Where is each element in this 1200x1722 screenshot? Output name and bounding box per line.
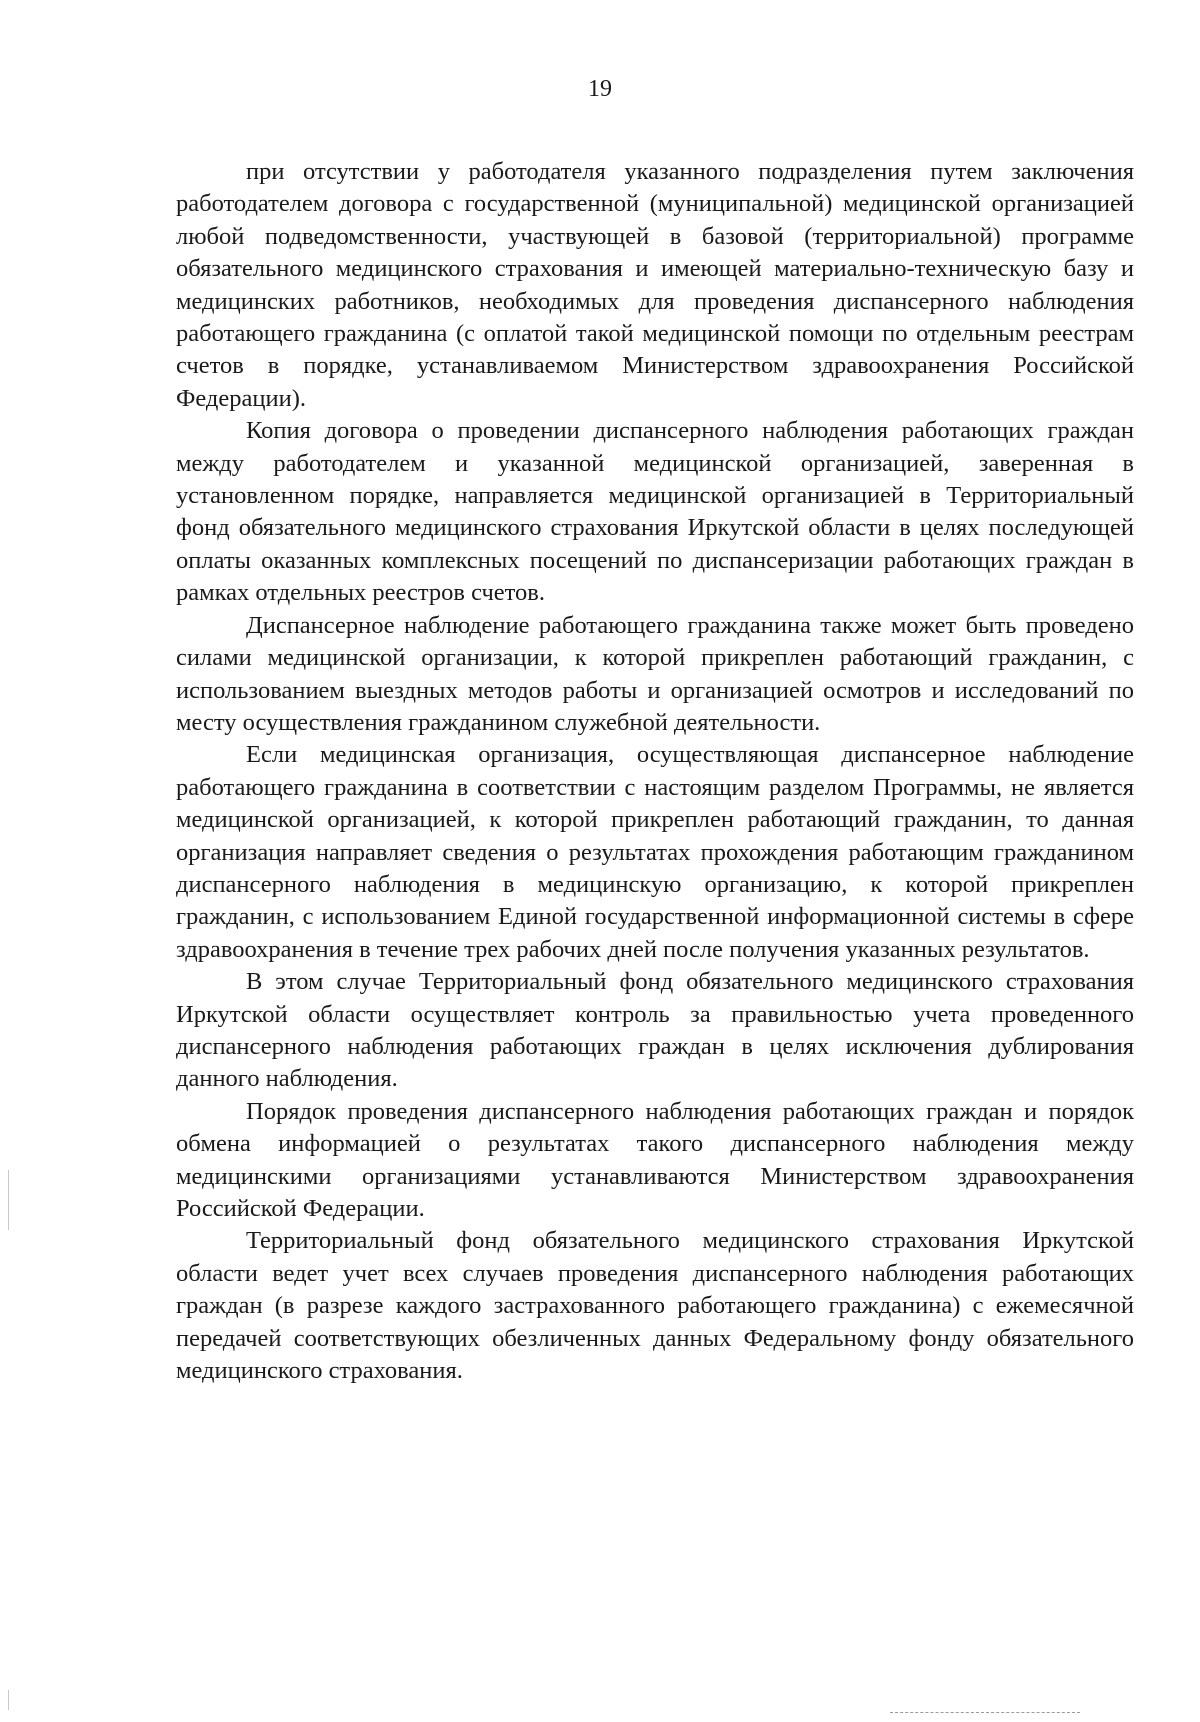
scan-artifact	[890, 1712, 1080, 1716]
page-number: 19	[588, 76, 612, 102]
paragraph-1: при отсутствии у работодателя указанного подразделения путем заключения работодателем договора с государственной (муниципальной) медицинской организацией любой подведомственности, участвующей в базовой (территориальной) программе обязательного медицинского страхования и имеющей материально-техническую базу и медицинских работников, необходимых для проведения диспансерного наблюдения работающего гражданина (с оплатой такой медицинской помощи по отдельным реестрам счетов в порядке, устанавливаемом Министерством здравоохранения Российской Федерации).	[176, 158, 1134, 412]
paragraph-5: В этом случае Территориальный фонд обязательного медицинского страхования Иркутской области осуществляет контроль за правильностью учета проведенного диспансерного наблюдения работающих граждан в целях исключения дублирования данного наблюдения.	[176, 968, 1134, 1093]
scan-edge-mark-bottom	[8, 1690, 9, 1710]
paragraph-6: Порядок проведения диспансерного наблюдения работающих граждан и порядок обмена информацией о результатах такого диспансерного наблюдения между медицинскими организациями устанавливаются Министерством здравоохранения Российской Федерации.	[176, 1097, 1134, 1222]
paragraph-2: Копия договора о проведении диспансерного наблюдения работающих граждан между работодателем и указанной медицинской организацией, заверенная в установленном порядке, направляется медицинской организацией в Территориальный фонд обязательного медицинского страхования Иркутской области в целях последующей оплаты оказанных комплексных посещений по диспансеризации работающих граждан в рамках отдельных реестров счетов.	[176, 417, 1134, 607]
scan-edge-mark	[8, 1170, 9, 1230]
paragraph-3: Диспансерное наблюдение работающего гражданина также может быть проведено силами медицинской организации, к которой прикреплен работающий гражданин, с использованием выездных методов работы и организацией осмотров и исследований по месту осуществления гражданином служебной деятельности.	[176, 611, 1134, 736]
document-body	[176, 156, 1134, 1387]
paragraph-7: Территориальный фонд обязательного медицинского страхования Иркутской области ведет учет всех случаев проведения диспансерного наблюдения работающих граждан (в разрезе каждого застрахованного работающего гражданина) с ежемесячной передачей соответствующих обезличенных данных Федеральному фонду обязательного медицинского страхования.	[176, 1227, 1134, 1385]
paragraph-4: Если медицинская организация, осуществляющая диспансерное наблюдение работающего гражданина в соответствии с настоящим разделом Программы, не является медицинской организацией, к которой прикреплен работающий гражданин, то данная организация направляет сведения о результатах прохождения работающим гражданином диспансерного наблюдения в медицинскую организацию, к которой прикреплен гражданин, с использованием Единой государственной информационной системы в сфере здравоохранения в течение трех рабочих дней после получения указанных результатов.	[176, 741, 1134, 963]
